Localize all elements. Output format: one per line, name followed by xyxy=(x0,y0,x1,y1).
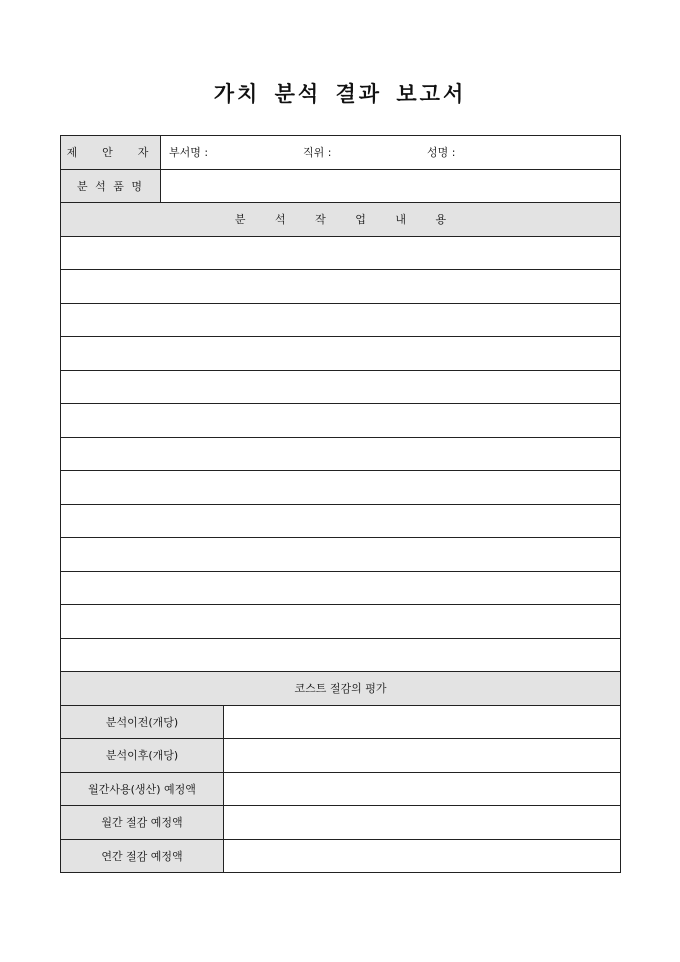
analysis-line-field[interactable] xyxy=(61,404,621,438)
cost-value-field[interactable] xyxy=(224,839,621,873)
analysis-row[interactable] xyxy=(61,538,621,572)
cost-row-label: 월간 절감 예정액 xyxy=(61,806,224,840)
proposer-row xyxy=(61,136,621,170)
analysis-row[interactable] xyxy=(61,638,621,672)
analysis-line-field[interactable] xyxy=(61,571,621,605)
analysis-row[interactable] xyxy=(61,303,621,337)
analysis-row[interactable] xyxy=(61,337,621,371)
analysis-line-field[interactable] xyxy=(61,370,621,404)
cost-row-label: 연간 절감 예정액 xyxy=(61,839,224,873)
report-form xyxy=(60,135,621,873)
analysis-header-row xyxy=(61,203,621,237)
cost-header-row xyxy=(61,672,621,706)
analysis-row[interactable] xyxy=(61,571,621,605)
cost-row xyxy=(61,772,621,806)
analysis-row[interactable] xyxy=(61,504,621,538)
cost-value-field[interactable] xyxy=(224,739,621,773)
analysis-row[interactable] xyxy=(61,270,621,304)
cost-value-field[interactable] xyxy=(224,806,621,840)
analysis-row[interactable] xyxy=(61,236,621,270)
cost-value-field[interactable] xyxy=(224,705,621,739)
item-label: 분 석 품 명 xyxy=(61,169,161,203)
analysis-line-field[interactable] xyxy=(61,504,621,538)
analysis-line-field[interactable] xyxy=(61,471,621,505)
analysis-row[interactable] xyxy=(61,370,621,404)
analysis-line-field[interactable] xyxy=(61,337,621,371)
cost-row-label: 월간사용(생산) 예정액 xyxy=(61,772,224,806)
analysis-section-header: 분 석 작 업 내 용 xyxy=(61,203,621,237)
position-field-label: 직위 : xyxy=(303,146,332,160)
analysis-row[interactable] xyxy=(61,471,621,505)
item-value-field[interactable] xyxy=(161,169,621,203)
cost-row xyxy=(61,839,621,873)
dept-field-label: 부서명 : xyxy=(169,146,209,160)
name-field-label: 성명 : xyxy=(427,146,456,160)
proposer-label: 제 안 자 xyxy=(61,136,161,170)
analysis-row[interactable] xyxy=(61,404,621,438)
cost-section-header: 코스트 절감의 평가 xyxy=(61,672,621,706)
cost-row xyxy=(61,739,621,773)
page-title: 가치 분석 결과 보고서 xyxy=(213,81,467,106)
analysis-row[interactable] xyxy=(61,605,621,639)
analysis-line-field[interactable] xyxy=(61,437,621,471)
analysis-line-field[interactable] xyxy=(61,638,621,672)
analysis-row[interactable] xyxy=(61,437,621,471)
cost-row-label: 분석이전(개당) xyxy=(61,705,224,739)
cost-value-field[interactable] xyxy=(224,772,621,806)
analysis-line-field[interactable] xyxy=(61,605,621,639)
analysis-line-field[interactable] xyxy=(61,303,621,337)
analysis-line-field[interactable] xyxy=(61,538,621,572)
proposer-fields[interactable] xyxy=(161,136,621,170)
cost-row-label: 분석이후(개당) xyxy=(61,739,224,773)
analysis-line-field[interactable] xyxy=(61,236,621,270)
cost-row xyxy=(61,806,621,840)
cost-row xyxy=(61,705,621,739)
item-row xyxy=(61,169,621,203)
analysis-line-field[interactable] xyxy=(61,270,621,304)
